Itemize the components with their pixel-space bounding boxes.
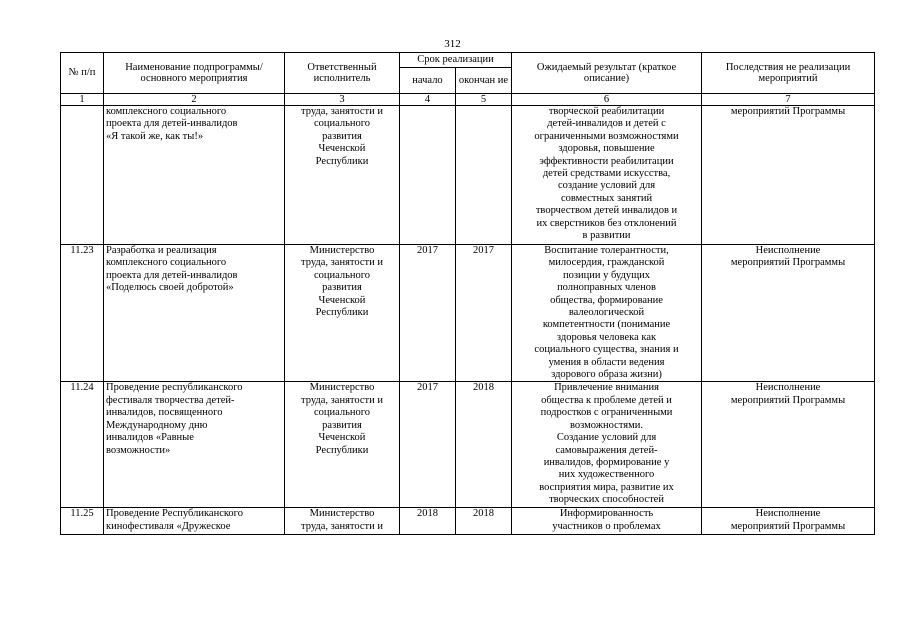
- consequences-cell: [702, 106, 875, 245]
- expected-result-cell: [512, 106, 702, 245]
- activity-name-line: Международному дню: [106, 419, 208, 431]
- expected-result-line: эффективности реабилитации: [539, 155, 674, 167]
- responsible-executor-line: социального: [313, 118, 371, 130]
- consequences-cell: [702, 245, 875, 382]
- expected-result-cell: [512, 382, 702, 508]
- column-number-row: [61, 94, 875, 106]
- start-year-cell: [400, 106, 456, 245]
- activity-name-line: инвалидов «Равные: [106, 432, 194, 444]
- expected-result-line: создание условий для: [558, 180, 656, 192]
- start-year-cell: 2018: [400, 508, 456, 535]
- responsible-executor-cell: [285, 245, 400, 382]
- responsible-executor-line: развития: [322, 130, 362, 142]
- end-year-cell: 2018: [456, 508, 512, 535]
- responsible-executor-line: Чеченской: [318, 294, 366, 306]
- responsible-executor-line: Чеченской: [318, 432, 366, 444]
- responsible-executor-cell: [285, 508, 400, 535]
- expected-result-line: ограниченными возможностями: [534, 130, 679, 142]
- expected-result-line: творчеством детей инвалидов и: [535, 205, 678, 217]
- page-number: 312: [444, 38, 461, 50]
- expected-result-line: восприятия мира, развитие их: [539, 481, 674, 493]
- expected-result-line: совместных занятий: [560, 192, 653, 204]
- responsible-executor-line: труда, занятости и: [300, 520, 383, 532]
- expected-result-line: компетентности (понимание: [542, 319, 671, 331]
- expected-result-line: валеологической: [568, 307, 645, 319]
- activity-name-line: комплексного социального: [106, 106, 227, 117]
- table-row: [61, 245, 875, 382]
- column-number: 3: [285, 94, 400, 106]
- expected-result-line: их сверстников без отклонений: [536, 217, 677, 229]
- activity-name-line: возможности»: [106, 444, 171, 456]
- responsible-executor-cell: [285, 106, 400, 245]
- row-number-cell: 11.23: [61, 245, 104, 382]
- responsible-executor-line: развития: [322, 419, 362, 431]
- program-table: [60, 52, 875, 535]
- expected-result-line: подростков с ограниченными: [540, 407, 673, 419]
- responsible-executor-line: Министерство: [309, 508, 375, 520]
- responsible-executor-line: Министерство: [309, 382, 375, 394]
- activity-name-line: Проведение республиканского: [106, 382, 243, 394]
- consequences-line: мероприятий Программы: [730, 257, 846, 269]
- consequences-line: Неисполнение: [755, 508, 821, 520]
- row-number-cell: 11.24: [61, 382, 104, 508]
- header-name: Наименование подпрограммы/ основного мероприятия: [104, 53, 285, 94]
- expected-result-line: социального существа, знания и: [534, 344, 679, 356]
- consequences-line: Неисполнение: [755, 245, 821, 256]
- row-number-cell: 11.25: [61, 508, 104, 535]
- header-period: Срок реализации: [400, 53, 512, 68]
- expected-result-line: участников о проблемах: [552, 520, 661, 532]
- responsible-executor-line: труда, занятости и: [300, 106, 383, 117]
- responsible-executor-line: труда, занятости и: [300, 394, 383, 406]
- table-row: [61, 382, 875, 508]
- responsible-executor-cell: [285, 382, 400, 508]
- activity-name-line: проекта для детей-инвалидов: [106, 269, 238, 281]
- responsible-executor-line: развития: [322, 282, 362, 294]
- activity-name-line: «Поделюсь своей добротой»: [106, 282, 234, 294]
- column-number: 2: [104, 94, 285, 106]
- responsible-executor-line: Министерство: [309, 245, 375, 256]
- activity-name-line: фестиваля творчества детей-: [106, 394, 235, 406]
- responsible-executor-line: труда, занятости и: [300, 257, 383, 269]
- table-row: [61, 508, 875, 535]
- responsible-executor-line: Республики: [315, 155, 369, 167]
- column-number: 5: [456, 94, 512, 106]
- header-consequences: Последствия не реализации мероприятий: [702, 53, 875, 94]
- responsible-executor-line: Чеченской: [318, 143, 366, 155]
- end-year-cell: 2017: [456, 245, 512, 382]
- consequences-cell: [702, 508, 875, 535]
- header-responsible: Ответственный исполнитель: [285, 53, 400, 94]
- expected-result-line: позиции у будущих: [562, 269, 651, 281]
- responsible-executor-line: Республики: [315, 444, 369, 456]
- expected-result-line: творческой реабилитации: [548, 106, 665, 117]
- expected-result-line: детей средствами искусства,: [542, 168, 671, 180]
- expected-result-line: инвалидов, формирование у: [543, 456, 670, 468]
- consequences-line: мероприятий Программы: [730, 520, 846, 532]
- expected-result-line: полноправных членов: [557, 282, 656, 294]
- activity-name-line: инвалидов, посвященного: [106, 407, 223, 419]
- column-number: 7: [702, 94, 875, 106]
- activity-name-cell: [104, 508, 285, 535]
- consequences-cell: [702, 382, 875, 508]
- expected-result-line: милосердия, гражданской: [548, 257, 665, 269]
- row-number-cell: [61, 106, 104, 245]
- expected-result-line: самовыражения детей-: [555, 444, 658, 456]
- expected-result-cell: [512, 245, 702, 382]
- consequences-line: мероприятий Программы: [730, 106, 846, 117]
- activity-name-line: «Я такой же, как ты!»: [106, 130, 204, 142]
- expected-result-line: них художественного: [558, 469, 655, 481]
- expected-result-line: общества, формирование: [550, 294, 663, 306]
- activity-name-cell: [104, 382, 285, 508]
- expected-result-line: умения в области ведения: [548, 356, 665, 368]
- column-number: 1: [61, 94, 104, 106]
- expected-result-line: здоровья, повышение: [558, 143, 655, 155]
- expected-result-line: Создание условий для: [556, 432, 657, 444]
- expected-result-line: творческих способностей: [549, 494, 664, 506]
- activity-name-line: комплексного социального: [106, 257, 227, 269]
- consequences-line: мероприятий Программы: [730, 394, 846, 406]
- header-end: окончан ие: [456, 68, 512, 94]
- activity-name-line: проекта для детей-инвалидов: [106, 118, 238, 130]
- responsible-executor-line: Республики: [315, 307, 369, 319]
- start-year-cell: 2017: [400, 245, 456, 382]
- activity-name-line: кинофестиваля «Дружеское: [106, 520, 231, 532]
- expected-result-line: детей-инвалидов и детей с: [547, 118, 666, 130]
- end-year-cell: [456, 106, 512, 245]
- column-number: 6: [512, 94, 702, 106]
- column-number: 4: [400, 94, 456, 106]
- expected-result-line: в развитии: [582, 230, 631, 242]
- expected-result-line: здорового образа жизни): [551, 369, 662, 381]
- end-year-cell: 2018: [456, 382, 512, 508]
- activity-name-cell: [104, 245, 285, 382]
- expected-result-line: общества к проблеме детей и: [541, 394, 672, 406]
- expected-result-line: возможностями.: [570, 419, 643, 431]
- expected-result-line: Воспитание толерантности,: [544, 245, 669, 256]
- expected-result-cell: [512, 508, 702, 535]
- activity-name-line: Разработка и реализация: [106, 245, 217, 256]
- activity-name-line: Проведение Республиканского: [106, 508, 243, 520]
- table-row: [61, 106, 875, 245]
- expected-result-line: Информированность: [559, 508, 654, 520]
- activity-name-cell: [104, 106, 285, 245]
- header-num: № п/п: [61, 53, 104, 94]
- consequences-line: Неисполнение: [755, 382, 821, 394]
- header-start: начало: [400, 68, 456, 94]
- start-year-cell: 2017: [400, 382, 456, 508]
- responsible-executor-line: социального: [313, 269, 371, 281]
- responsible-executor-line: социального: [313, 407, 371, 419]
- expected-result-line: Привлечение внимания: [554, 382, 659, 394]
- expected-result-line: здоровья человека как: [556, 331, 657, 343]
- header-result: Ожидаемый результат (краткое описание): [512, 53, 702, 94]
